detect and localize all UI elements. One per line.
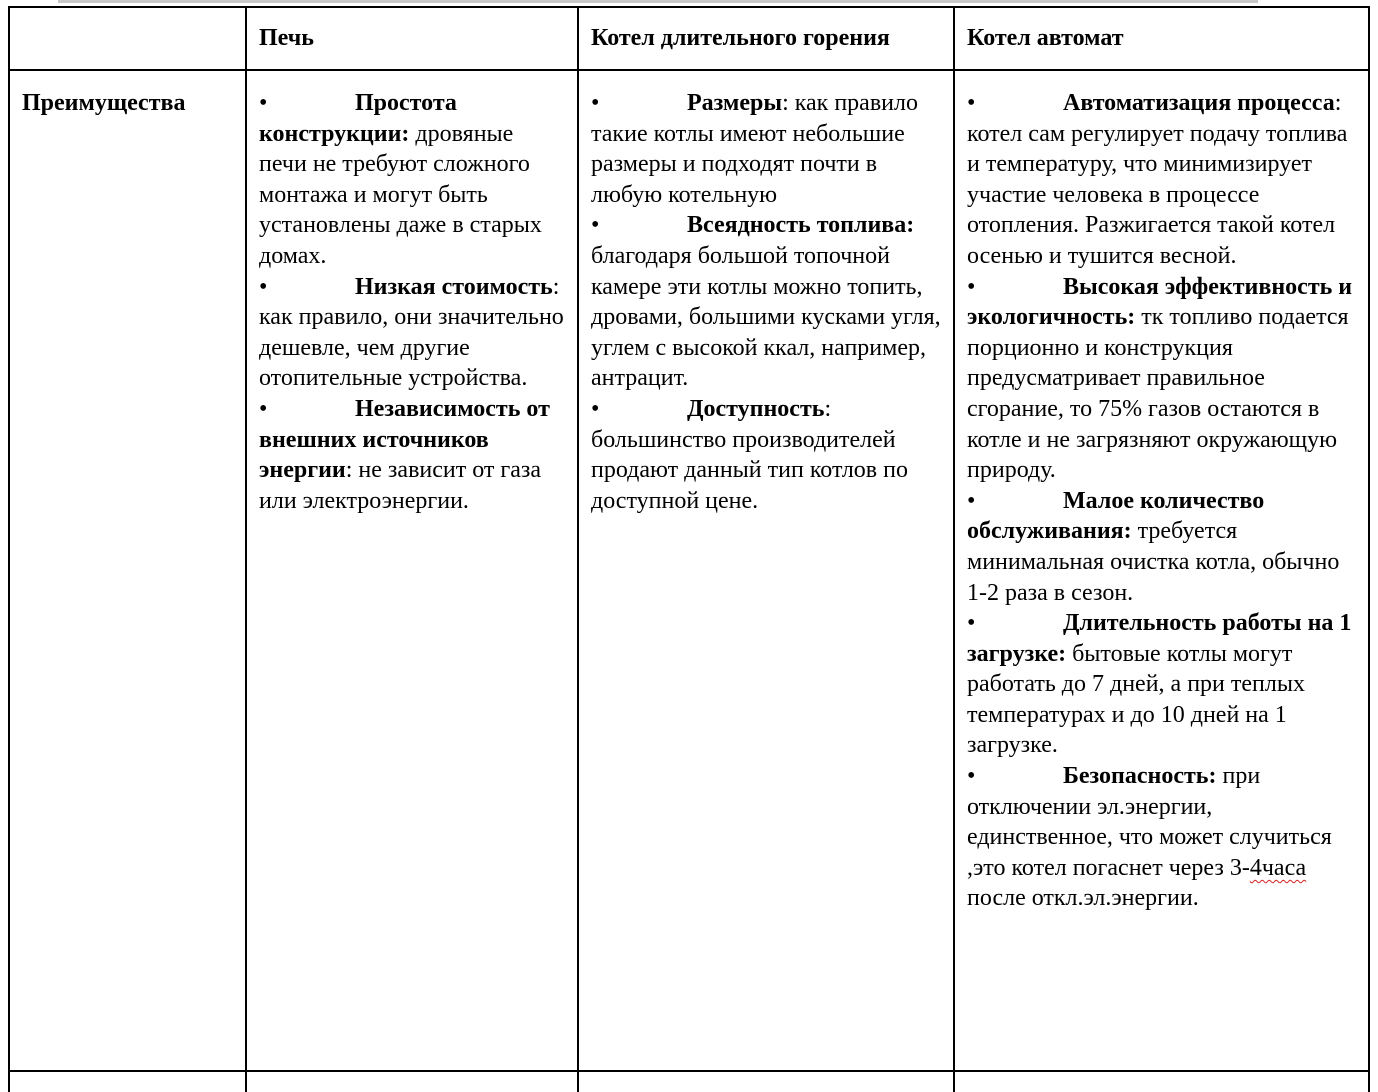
item-text: благодаря большой топочной камере эти котлы можно топить, дровами, большими кусками угля, углем с высокой ккал, например, антрацит. <box>591 242 941 392</box>
item-text: тк топливо подается порционно и конструкция предусматривает правильное сгорание, то 75% газов остаются в котле и не загрязняют окружающую природу. <box>967 304 1349 484</box>
stove-advantages-cell <box>246 70 578 1071</box>
item-text: : как правило, они значительно дешевле, чем другие отопительные устройства. <box>259 273 564 392</box>
bullet: • <box>591 212 600 239</box>
list-item <box>591 394 941 516</box>
list-item <box>259 272 565 394</box>
item-text: бытовые котлы могут работать до 7 дней, а при теплых температурах и до 10 дней на 1 загрузке. <box>967 640 1305 759</box>
bullet: • <box>591 90 600 116</box>
header-cell-stove: Печь <box>246 7 578 70</box>
list-item <box>591 88 941 210</box>
automatic-advantages-cell <box>954 70 1369 1071</box>
bullet: • <box>967 487 976 514</box>
item-text: : большинство производителей продают данный тип котлов по доступной цене. <box>591 395 908 514</box>
item-text: при отключении эл.энергии, единственное, что может случиться ,это котел погаснет через 3- <box>967 763 1332 881</box>
bullet: • <box>967 90 976 116</box>
list-item <box>591 210 941 394</box>
item-text: : как правило такие котлы имеют небольшие размеры и подходят почти в любую котельную <box>591 90 918 208</box>
list-item <box>967 486 1356 608</box>
item-title: Низкая стоимость <box>355 273 553 300</box>
item-text: : котел сам регулирует подачу топлива и температуру, что минимизирует участие человека в процессе отопления. Разжигается такой котел осенью и тушится весной. <box>967 90 1348 269</box>
item-title: Высокая эффективность и экологичность: <box>967 273 1353 331</box>
next-row-stub <box>9 1071 1369 1092</box>
header-cell-long-burning-boiler: Котел длительного горения <box>578 7 954 70</box>
item-title: Длительность работы на 1 загрузке: <box>967 610 1352 667</box>
item-title: Малое количество обслуживания: <box>967 487 1265 545</box>
bullet: • <box>259 273 268 300</box>
long-burning-advantages-cell <box>578 70 954 1071</box>
header-cell-empty <box>9 7 246 70</box>
bullet: • <box>259 90 268 116</box>
bullet: • <box>259 395 268 422</box>
comparison-table <box>8 6 1370 1092</box>
item-title: Простота конструкции: <box>259 90 457 147</box>
top-divider <box>58 0 1258 3</box>
bullet: • <box>967 610 976 637</box>
list-item <box>259 394 565 516</box>
item-text: дровяные печи не требуют сложного монтажа и могут быть установлены даже в старых домах. <box>259 120 542 269</box>
list-item <box>967 272 1356 486</box>
bullet: • <box>591 395 600 422</box>
item-text: требуется минимальная очистка котла, обычно 1-2 раза в сезон. <box>967 518 1340 606</box>
list-item <box>967 88 1356 272</box>
header-row <box>9 7 1369 70</box>
item-title: Автоматизация процесса <box>1063 90 1335 116</box>
header-cell-automatic-boiler: Котел автомат <box>954 7 1369 70</box>
item-text: : не зависит от газа или электроэнергии. <box>259 457 542 514</box>
item-title: Независимость от внешних источников энергии <box>259 395 550 484</box>
list-item <box>967 761 1356 914</box>
list-item <box>259 88 565 272</box>
row-label-advantages: Преимущества <box>9 70 246 1071</box>
advantages-row <box>9 70 1369 1071</box>
list-item <box>967 608 1356 761</box>
bullet: • <box>967 763 976 790</box>
bullet: • <box>967 273 976 300</box>
item-title: Размеры <box>687 90 783 116</box>
item-title: Всеядность топлива: <box>687 212 915 239</box>
misspelled-word[interactable]: 4часа <box>1249 854 1307 881</box>
item-title: Безопасность: <box>1063 763 1217 790</box>
item-text-after: после откл.эл.энергии. <box>967 885 1199 912</box>
item-title: Доступность <box>687 395 825 422</box>
